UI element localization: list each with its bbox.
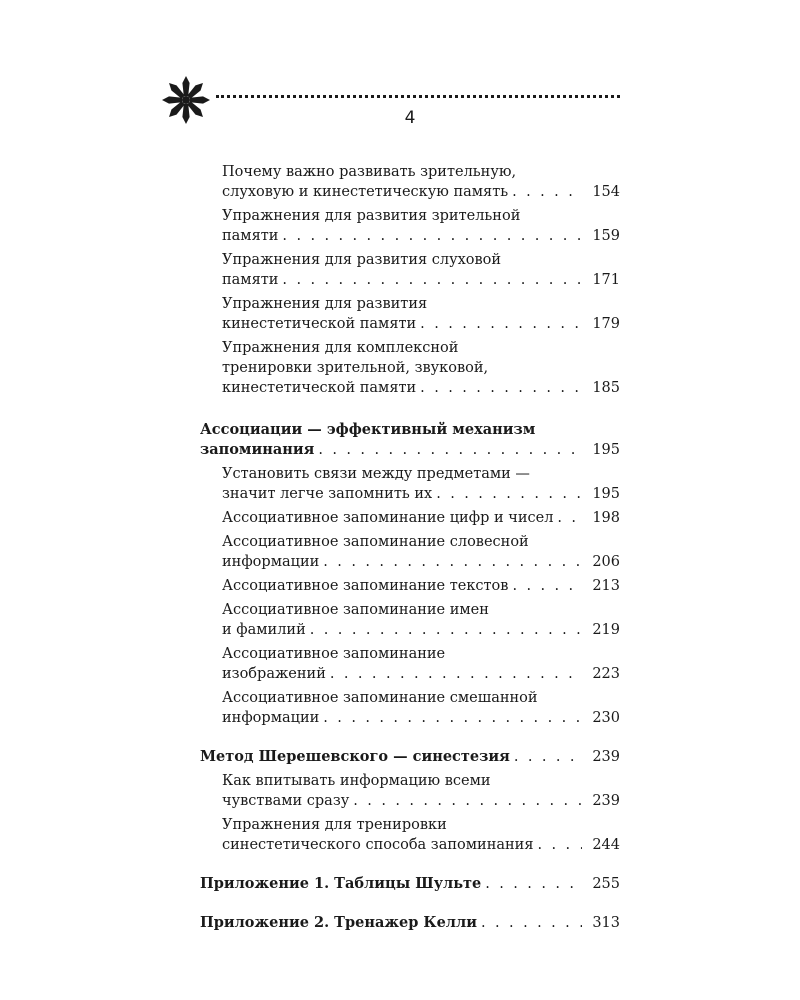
toc-entry-title-line: Приложение 2. Тренажер Келли xyxy=(200,914,478,931)
dot-leader xyxy=(514,747,582,767)
toc-entry-title-line: Ассоциативное запоминание цифр и чисел xyxy=(222,510,554,526)
toc-entry-title-line: Установить связи между предметами — xyxy=(222,466,530,482)
toc-entry-title-line: Метод Шерешевского — синестезия xyxy=(200,748,510,765)
dot-leader xyxy=(436,484,582,504)
toc-page-number: 239 xyxy=(592,749,620,765)
dot-leader xyxy=(310,620,582,640)
toc-entry[interactable] xyxy=(222,508,620,528)
toc-entry-title-line: запоминания xyxy=(200,441,315,458)
toc-page-number: 195 xyxy=(592,442,620,458)
toc-entry-title-line: Упражнения для развития слуховой xyxy=(222,252,502,268)
toc-section-entry[interactable] xyxy=(200,913,620,933)
toc-entry[interactable] xyxy=(222,464,620,504)
dot-leader xyxy=(282,226,582,246)
toc-entry[interactable] xyxy=(222,532,620,572)
toc-section-entry[interactable] xyxy=(200,747,620,767)
toc-entry-title-line: тренировки зрительной, звуковой, xyxy=(222,360,489,376)
toc-entry[interactable] xyxy=(222,644,620,684)
toc-entry[interactable] xyxy=(222,338,620,398)
toc-entry-title-line: Ассоциативное запоминание словесной xyxy=(222,534,529,550)
toc-entry-title-line: и фамилий xyxy=(222,622,306,638)
toc-entry-title-line: Ассоциативное запоминание xyxy=(222,646,446,662)
toc-section-entry[interactable] xyxy=(200,874,620,894)
toc-entry[interactable] xyxy=(222,576,620,596)
toc-entry-title-line: Почему важно развивать зрительную, xyxy=(222,164,517,180)
toc-entry-title-line: Ассоциативное запоминание смешанной xyxy=(222,690,538,706)
header-dotted-rule xyxy=(216,95,620,98)
toc-entry-title-line: памяти xyxy=(222,228,279,244)
dot-leader xyxy=(420,314,582,334)
dot-leader xyxy=(537,835,582,855)
toc-entry[interactable] xyxy=(222,162,620,202)
dot-leader xyxy=(323,552,582,572)
toc-page-number: 198 xyxy=(592,510,620,526)
dot-leader xyxy=(323,708,582,728)
toc-entry[interactable] xyxy=(222,600,620,640)
toc-page-number: 313 xyxy=(592,915,620,931)
toc-page-number: 195 xyxy=(592,486,620,502)
toc-entry-title-line: Ассоциативное запоминание имен xyxy=(222,602,489,618)
toc-page-number: 223 xyxy=(592,666,620,682)
toc-page-number: 206 xyxy=(592,554,620,570)
toc-page-number: 219 xyxy=(592,622,620,638)
toc-entry-title-line: Упражнения для тренировки xyxy=(222,817,447,833)
toc-page-number: 179 xyxy=(592,316,620,332)
dot-leader xyxy=(512,576,582,596)
toc-page-number: 230 xyxy=(592,710,620,726)
toc-page-number: 239 xyxy=(592,793,620,809)
toc-entry-title-line: информации xyxy=(222,554,320,570)
dot-leader xyxy=(353,791,582,811)
dot-leader xyxy=(330,664,582,684)
dot-leader xyxy=(485,874,582,894)
toc-entry[interactable] xyxy=(222,815,620,855)
toc-entry-title-line: синестетического способа запоминания xyxy=(222,837,534,853)
toc-entry-title-line: изображений xyxy=(222,666,326,682)
toc-entry-title-line: кинестетической памяти xyxy=(222,380,417,396)
toc-entry-title-line: памяти xyxy=(222,272,279,288)
toc-page-number: 171 xyxy=(592,272,620,288)
toc-entry[interactable] xyxy=(222,294,620,334)
asterisk-sunburst-icon xyxy=(160,74,212,126)
toc-entry-title-line: Упражнения для комплексной xyxy=(222,340,459,356)
toc-section-entry[interactable] xyxy=(200,420,620,460)
toc-entry[interactable] xyxy=(222,250,620,290)
toc-entry-title-line: кинестетической памяти xyxy=(222,316,417,332)
toc-entry[interactable] xyxy=(222,771,620,811)
toc-entry-title-line: Упражнения для развития зрительной xyxy=(222,208,521,224)
toc-page-number: 185 xyxy=(592,380,620,396)
toc-entry[interactable] xyxy=(222,206,620,246)
toc-entry-title-line: Как впитывать информацию всеми xyxy=(222,773,491,789)
dot-leader xyxy=(318,440,582,460)
toc-entry-title-line: слуховую и кинестетическую память xyxy=(222,184,509,200)
dot-leader xyxy=(557,508,582,528)
toc-page-number: 159 xyxy=(592,228,620,244)
toc-entry[interactable] xyxy=(222,688,620,728)
toc-page-number: 213 xyxy=(592,578,620,594)
page-number: 4 xyxy=(404,108,416,128)
dot-leader xyxy=(512,182,582,202)
toc-entry-title-line: значит легче запомнить их xyxy=(222,486,433,502)
toc-entry-title-line: Ассоциации — эффективный механизм xyxy=(200,421,536,438)
dot-leader xyxy=(282,270,582,290)
table-of-contents xyxy=(200,160,620,937)
dot-leader xyxy=(420,378,582,398)
dot-leader xyxy=(481,913,582,933)
toc-entry-title-line: Упражнения для развития xyxy=(222,296,428,312)
toc-page-number: 255 xyxy=(592,876,620,892)
toc-entry-title-line: Ассоциативное запоминание текстов xyxy=(222,578,509,594)
toc-entry-title-line: Приложение 1. Таблицы Шульте xyxy=(200,875,482,892)
toc-entry-title-line: чувствами сразу xyxy=(222,793,350,809)
toc-page-number: 154 xyxy=(592,184,620,200)
toc-entry-title-line: информации xyxy=(222,710,320,726)
toc-page-number: 244 xyxy=(592,837,620,853)
